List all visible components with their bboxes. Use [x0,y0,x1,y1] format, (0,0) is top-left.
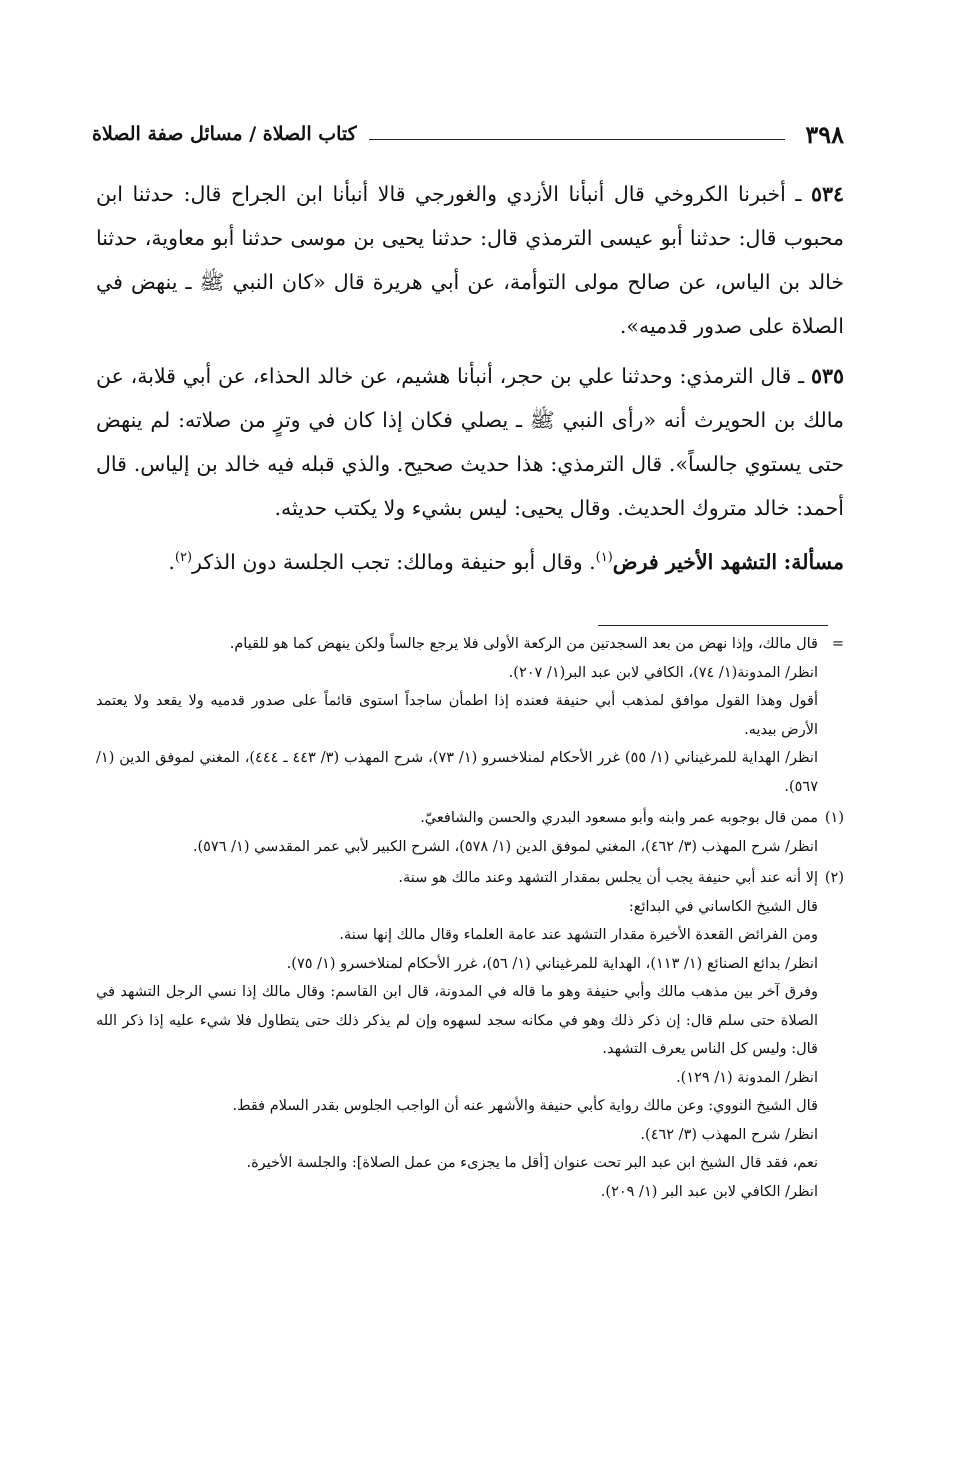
hadith-text: ـ قال الترمذي: وحدثنا علي بن حجر، أنبأنا هشيم، عن خالد الحذاء، عن أبي قلابة، عن مالك بن الحويرث أنه «رأى النبي ﷺ ـ يصلي فكان إذا كان في وترٍ من صلاته: لم ينهض حتى يستوي جالساً». قال الترمذي: هذا حديث صحيح. والذي قبله فيه خالد بن إلياس. قال أحمد: خالد متروك الحديث. وقال يحيى: ليس بشيء ولا يكتب حديثه. [96,364,844,520]
footnote-line: نعم، فقد قال الشيخ ابن عبد البر تحت عنوان [أقل ما يجزىء من عمل الصلاة]: والجلسة الأخيرة. [246,1155,818,1171]
footnote-body [96,630,818,801]
running-header [92,114,844,154]
hadith-number: ٥٣٤ [810,182,844,206]
footnote-mark: (١) [824,810,844,826]
masala-end: . [168,549,175,574]
masala-paragraph [96,536,844,584]
page-number: ٣٩٨ [805,119,844,149]
footnote-1 [96,804,844,861]
header-title: كتاب الصلاة / مسائل صفة الصلاة [92,123,357,145]
footnote-line: انظر/ شرح المهذب (٣/ ٤٦٢). [640,1126,818,1143]
footnote-line: ومن الفرائض القعدة الأخيرة مقدار التشهد عند عامة العلماء وقال مالك إنها سنة. [339,927,818,943]
footnote-line: انظر/ شرح المهذب (٣/ ٤٦٢)، المغني لموفق الدين (١/ ٥٧٨)، الشرح الكبير لأبي عمر المقدسي (١/ ٥٧٦). [192,838,818,855]
footnote-ref-2[interactable]: (٢) [174,550,193,565]
hadith-text: ـ أخبرنا الكروخي قال أنبأنا الأزدي والغورجي قالا أنبأنا ابن الجراح قال: حدثنا ابن محبوب قال: حدثنا أبو عيسى الترمذي قال: حدثنا يحيى بن موسى حدثنا أبو معاوية، حدثنا خالد بن الياس، عن صالح مولى التوأمة، عن أبي هريرة قال «كان النبي ﷺ ـ ينهض في الصلاة على صدور قدميه». [96,182,844,338]
footnote-ref-1[interactable]: (١) [595,550,613,565]
masala-heading: التشهد الأخير فرض [612,549,778,574]
footnote-line: وفرق آخر بين مذهب مالك وأبي حنيفة وهو ما قاله في المدونة، قال ابن القاسم: وقال مالك إذا نسي الرجل التشهد في الصلاة حتى سلم قال: إن ذكر ذلك وهو في مكانه سجد لسهوه وإن لم يذكر ذلك حتى يتطاول فلا شيء عليه إذا ذكر الله قال: وليس كل الناس يعرف التشهد. [96,984,818,1057]
footnote-body [96,864,818,1206]
footnote-separator [598,625,828,626]
hadith-534 [96,172,844,348]
footnote-line: انظر/ بدائع الصنائع (١/ ١١٣)، الهداية للمرغيناني (١/ ٥٦)، غرر الأحكام لمنلاخسرو (١/ ٧٥). [286,955,818,972]
main-text [96,172,844,590]
footnote-line: انظر/ المدونة (١/ ١٢٩). [676,1069,818,1086]
footnote-line: إلا أنه عند أبي حنيفة يجب أن يجلس بمقدار التشهد وعند مالك هو سنة. [398,870,818,886]
footnote-line: قال مالك، وإذا نهض من بعد السجدتين من الركعة الأولى فلا يرجع جالساً ولكن ينهض كما هو للقيام. [229,636,818,652]
footnote-mark: (٢) [824,870,844,886]
footnote-line: قال الشيخ النووي: وعن مالك رواية كأبي حنيفة والأشهر عنه أن الواجب الجلوس بقدر السلام فقط. [232,1098,818,1114]
footnote-line: أقول وهذا القول موافق لمذهب أبي حنيفة فعنده إذا اطمأن ساجداً استوى قائماً على صدور قدميه ولا يقعد ولا يعتمد الأرض بيديه. [96,693,818,738]
masala-label: مسألة: [783,549,844,574]
hadith-number: ٥٣٥ [810,364,844,388]
footnote-body [96,804,818,861]
continuation-mark: = [831,636,844,652]
footnote-line: قال الشيخ الكاساني في البدائع: [628,898,818,915]
masala-text: . وقال أبو حنيفة ومالك: تجب الجلسة دون الذكر [192,549,596,574]
header-rule [369,139,786,140]
footnotes [96,630,844,1209]
footnote-line: انظر/ الهداية للمرغيناني (١/ ٥٥) غرر الأحكام لمنلاخسرو (١/ ٧٣)، شرح المهذب (٣/ ٤٤٣ ـ ٤٤٤)، المغني لموفق الدين (١/ ٥٦٧). [96,750,818,795]
footnote-continued [96,630,844,801]
footnote-line: ممن قال بوجوبه عمر وابنه وأبو مسعود البدري والحسن والشافعيّ. [420,810,818,826]
hadith-535 [96,354,844,530]
footnote-line: انظر/ المدونة(١/ ٧٤)، الكافي لابن عبد البر(١/ ٢٠٧). [508,664,818,681]
footnote-2 [96,864,844,1206]
footnote-line: انظر/ الكافي لابن عبد البر (١/ ٢٠٩). [600,1183,818,1200]
